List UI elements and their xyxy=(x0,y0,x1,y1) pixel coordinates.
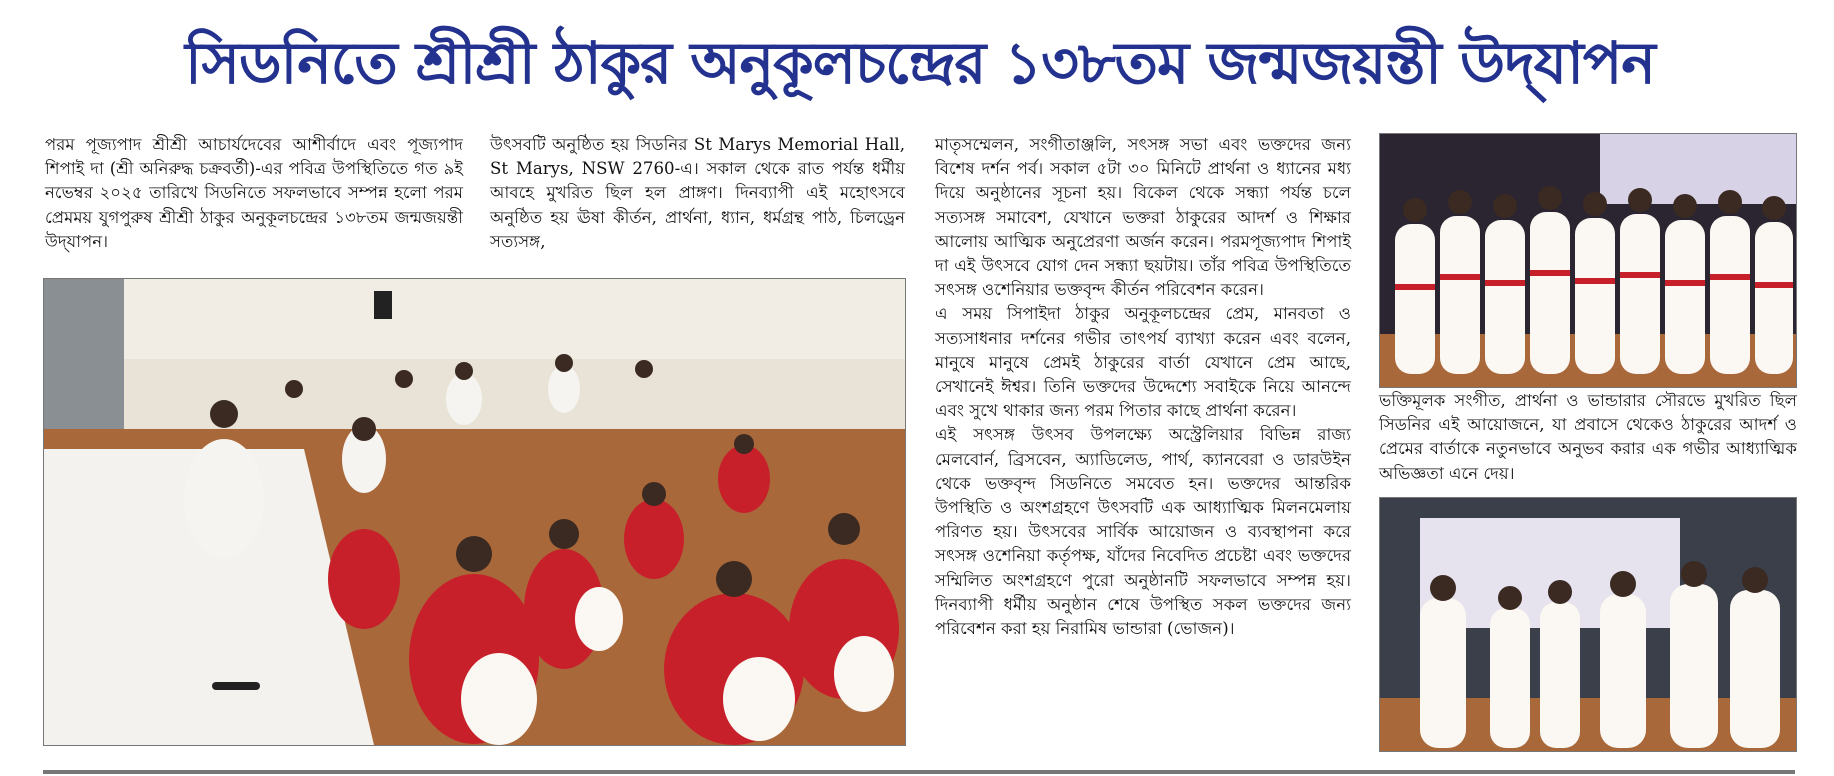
women-group-photo xyxy=(1379,133,1797,388)
audience-photo xyxy=(43,278,906,746)
article-column-3 xyxy=(935,133,1351,641)
article-paragraph: মাতৃসম্মেলন, সংগীতাঞ্জলি, সৎসঙ্গ সভা এবং ভক্তদের জন্য বিশেষ দর্শন পর্ব। সকাল ৫টা ৩০ মিনিটে প্রার্থনা ও ধ্যানের মধ্য দিয়ে অনুষ্ঠানের সূচনা হয়। বিকেল থেকে সন্ধ্যা পর্যন্ত চলে সত্যসঙ্গ সমাবেশ, যেখানে ভক্তরা ঠাকুরের আদর্শ ও শিক্ষার আলোয় আত্মিক অনুপ্রেরণা অর্জন করেন। পরমপূজ্যপাদ শিপাই দা এই উৎসবে যোগ দেন সন্ধ্যা ছয়টায়। তাঁর পবিত্র উপস্থিতিতে সৎসঙ্গ ওশেনিয়ার ভক্তবৃন্দ কীর্তন পরিবেশন করেন। xyxy=(935,135,1351,300)
article-paragraph: এই সৎসঙ্গ উৎসব উপলক্ষ্যে অস্ট্রেলিয়ার বিভিন্ন রাজ্য মেলবোর্ন, ব্রিসবেন, অ্যাডিলেড, পার্থ, ক্যানবেরা ও ডারউইন থেকে ভক্তবৃন্দ সিডনিতে সমবেত হন। ভক্তদের আন্তরিক উপস্থিতি ও অংশগ্রহণে উৎসবটি এক আধ্যাত্মিক মিলনমেলায় পরিণত হয়। উৎসবের সার্বিক আয়োজন ও ব্যবস্থাপনা করে সৎসঙ্গ ওশেনিয়া কর্তৃপক্ষ, যাঁদের নিবেদিত প্রচেষ্টা এবং ভক্তদের সম্মিলিত অংশগ্রহণে পুরো অনুষ্ঠানটি সফলভাবে সম্পন্ন হয়। দিনব্যাপী ধর্মীয় অনুষ্ঠান শেষে উপস্থিত সকল ভক্তদের জন্য পরিবেশন করা হয় নিরামিষ ভান্ডারা (ভোজন)। xyxy=(935,425,1351,639)
audience-photo-graphic xyxy=(44,279,905,745)
bottom-rule xyxy=(43,770,1795,774)
article-column-2 xyxy=(490,133,905,254)
article-paragraph: উৎসবটি অনুষ্ঠিত হয় সিডনির St Marys Memorial Hall, St Marys, NSW 2760-এ। সকাল থেকে রাত পর্যন্ত ধর্মীয় আবহে মুখরিত ছিল হল প্রাঙ্গণ। দিনব্যাপী এই মহোৎসবে অনুষ্ঠিত হয় ঊষা কীর্তন, প্রার্থনা, ধ্যান, ধর্মগ্রন্থ পাঠ, চিলড্রেন সত্যসঙ্গ, xyxy=(490,135,905,251)
article-paragraph: পরম পূজ্যপাদ শ্রীশ্রী আচার্যদেবের আশীর্বাদে এবং পূজ্যপাদ শিপাই দা (শ্রী অনিরুদ্ধ চক্রবর্তী)-এর পবিত্র উপস্থিতিতে গত ৯ই নভেম্বর ২০২৫ তারিখে সিডনিতে সফলভাবে সম্পন্ন হলো পরম প্রেমময় যুগপুরুষ শ্রীশ্রী ঠাকুর অনুকূলচন্দ্রের ১৩৮তম জন্মজয়ন্তী উদ্‌যাপন। xyxy=(45,135,463,251)
kirtan-singers-photo-graphic xyxy=(1380,498,1796,751)
article-paragraph: এ সময় সিপাইদা ঠাকুর অনুকূলচন্দ্রের প্রেম, মানবতা ও সত্যসাধনার দর্শনের গভীর তাৎপর্য ব্যাখ্যা করেন এবং বলেন, মানুষে মানুষে প্রেমই ঠাকুরের বার্তা যেখানে প্রেম আছে, সেখানেই ঈশ্বর। তিনি ভক্তদের উদ্দেশ্যে সবাইকে নিয়ে আনন্দে এবং সুখে থাকার জন্য পরম পিতার কাছে প্রার্থনা করেন। xyxy=(935,304,1351,421)
photo-caption: ভক্তিমূলক সংগীত, প্রার্থনা ও ভান্ডারার সৌরভে মুখরিত ছিল সিডনির এই আয়োজনে, যা প্রবাসে থেকেও ঠাকুরের আদর্শ ও প্রেমের বার্তাকে নতুনভাবে অনুভব করার এক গভীর আধ্যাত্মিক অভিজ্ঞতা এনে দেয়। xyxy=(1379,391,1797,483)
kirtan-singers-photo xyxy=(1379,497,1797,752)
article-column-1 xyxy=(45,133,463,254)
women-group-photo-graphic xyxy=(1380,134,1796,387)
headline: সিডনিতে শ্রীশ্রী ঠাকুর অনুকূলচন্দ্রের ১৩৮তম জন্মজয়ন্তী উদ্‌যাপন xyxy=(185,28,1655,97)
